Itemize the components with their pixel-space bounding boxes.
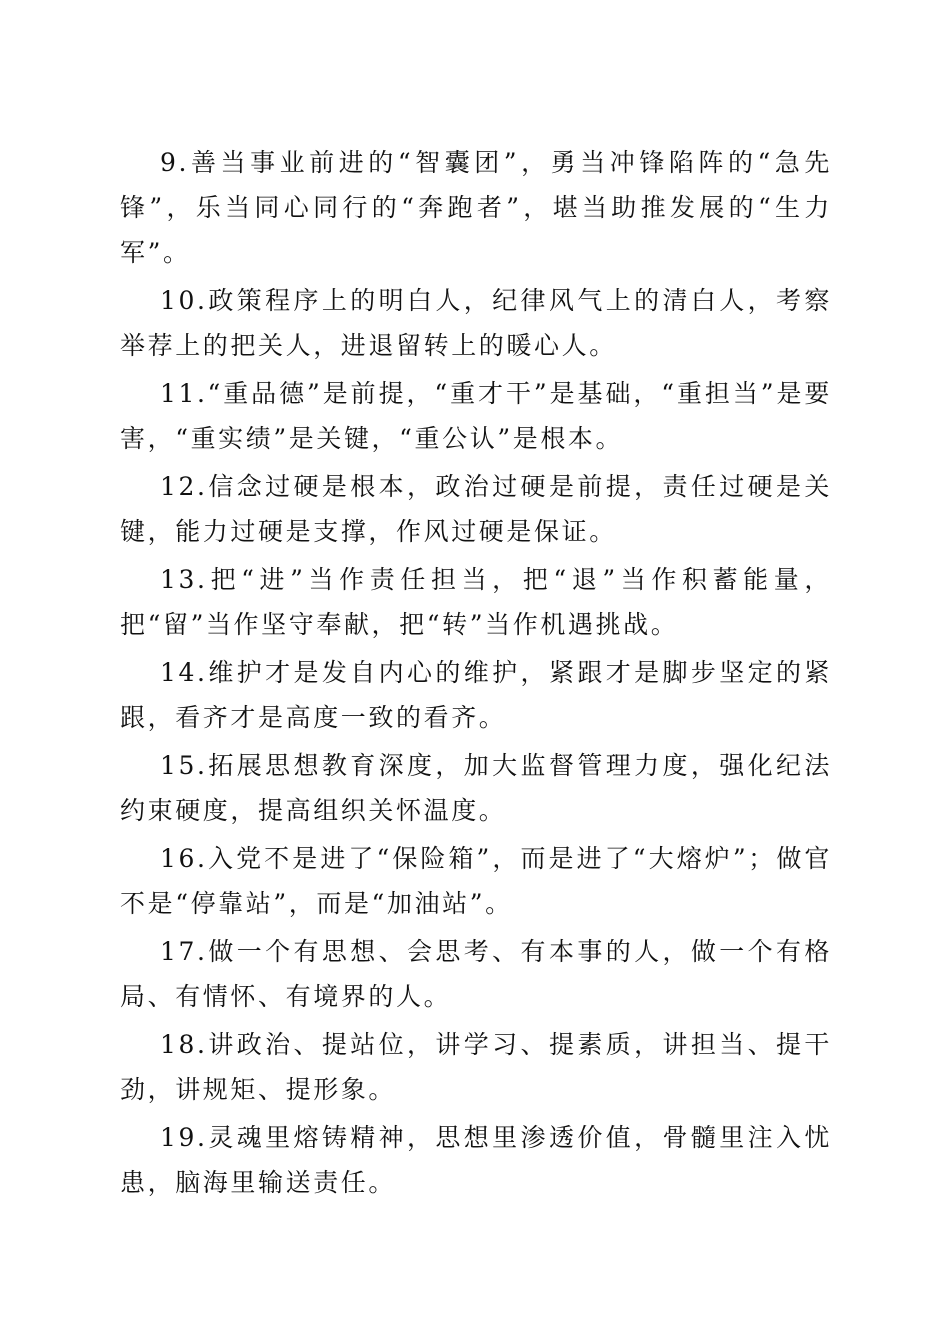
paragraph-14: 14.维护才是发自内心的维护，紧跟才是脚步坚定的紧跟，看齐才是高度一致的看齐。 bbox=[120, 658, 832, 732]
paragraph-11: 11.“重品德”是前提，“重才干”是基础，“重担当”是要害，“重实绩”是关键，“重公认”是根本。 bbox=[120, 379, 832, 453]
paragraph-19: 19.灵魂里熔铸精神，思想里渗透价值，骨髓里注入忧患，脑海里输送责任。 bbox=[120, 1123, 832, 1197]
paragraph-10: 10.政策程序上的明白人，纪律风气上的清白人，考察举荐上的把关人，进退留转上的暖心人。 bbox=[120, 286, 832, 360]
paragraph-17: 17.做一个有思想、会思考、有本事的人，做一个有格局、有情怀、有境界的人。 bbox=[120, 937, 832, 1011]
document-body bbox=[120, 140, 832, 1208]
paragraph-9: 9.善当事业前进的“智囊团”，勇当冲锋陷阵的“急先锋”，乐当同心同行的“奔跑者”，堪当助推发展的“生力军”。 bbox=[120, 148, 832, 267]
paragraph-12: 12.信念过硬是根本，政治过硬是前提，责任过硬是关键，能力过硬是支撑，作风过硬是保证。 bbox=[120, 472, 832, 546]
paragraph-18: 18.讲政治、提站位，讲学习、提素质，讲担当、提干劲，讲规矩、提形象。 bbox=[120, 1030, 832, 1104]
paragraph-15: 15.拓展思想教育深度，加大监督管理力度，强化纪法约束硬度，提高组织关怀温度。 bbox=[120, 751, 832, 825]
paragraph-13: 13.把“进”当作责任担当，把“退”当作积蓄能量，把“留”当作坚守奉献，把“转”当作机遇挑战。 bbox=[120, 565, 832, 639]
paragraph-16: 16.入党不是进了“保险箱”，而是进了“大熔炉”；做官不是“停靠站”，而是“加油站”。 bbox=[120, 844, 832, 918]
